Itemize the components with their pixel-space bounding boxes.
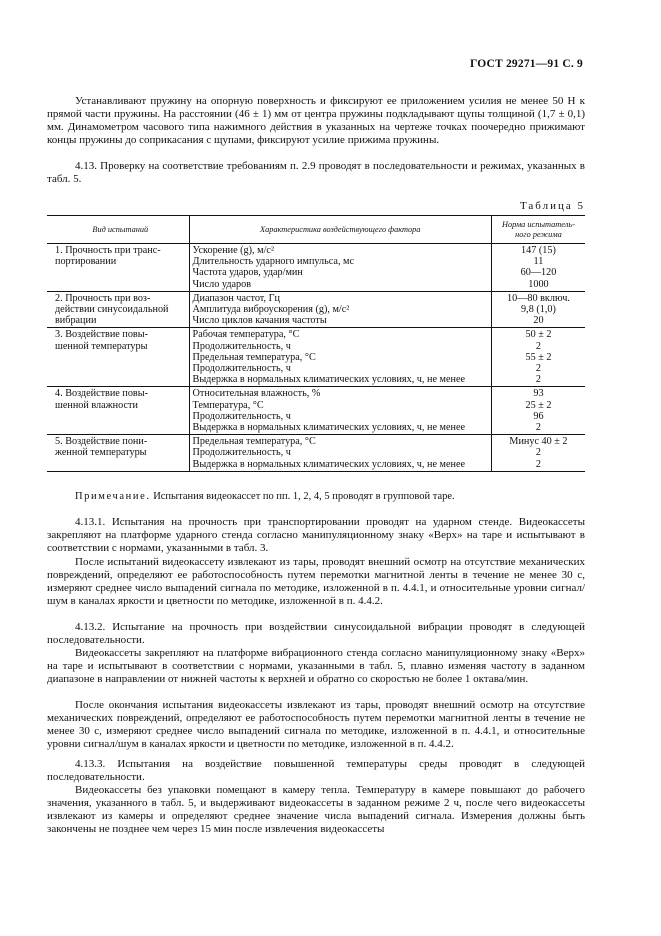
table-note [75, 491, 455, 502]
note-label: Примечание. [75, 491, 151, 502]
factor-line: Диапазон частот, Гц [192, 292, 280, 304]
factor-line: Предельная температура, °С [192, 436, 316, 448]
norm-value: 25 ± 2 [525, 399, 552, 411]
test-name-line: 4. Воздействие повы- [55, 388, 148, 400]
table-cell-factors [189, 328, 491, 387]
norm-value: 10—80 включ. [507, 292, 570, 304]
table-row [47, 244, 585, 292]
norm-value: 55 ± 2 [525, 351, 552, 363]
norm-value: 9,8 (1,0) [521, 304, 556, 316]
factor-line: Число ударов [192, 278, 252, 290]
note-text: Испытания видеокассет по пп. 1, 2, 4, 5 проводят в групповой таре. [150, 491, 455, 502]
norm-value: 50 ± 2 [525, 329, 552, 341]
norm-value: 1000 [528, 278, 549, 290]
test-name-line: шенной температуры [55, 340, 148, 352]
factor-line: Продолжительность, ч [192, 340, 291, 352]
factor-line: Продолжительность, ч [192, 447, 291, 459]
table-cell-factors [189, 387, 491, 435]
factor-line: Ускорение (g), м/с² [192, 245, 274, 256]
factor-line: Число циклов качания частоты [192, 315, 327, 327]
table-cell-name [47, 291, 189, 328]
paragraph-heat-chamber: Видеокассеты без упаковки помещают в камеру тепла. Температуру в камере повышают до рабочего значения, указанного в табл. 5, и выдерживают видеокассеты в заданном режиме 2 ч, после чего видеокассеты извлекают из камеры и определяют среднее значение числа выпадений сигнала. Измерения должны быть закончены не позднее чем через 15 мин после извлечения видеокассеты [47, 784, 585, 835]
factor-line: Длительность ударного импульса, мс [192, 256, 355, 268]
factor-line: Продолжительность, ч [192, 363, 291, 375]
table-row [47, 291, 585, 328]
factor-line: Температура, °С [192, 399, 264, 411]
norm-value: 11 [533, 256, 544, 268]
header-norm: Норма испытатель-ного режима [491, 216, 585, 244]
table-body [47, 244, 585, 472]
paragraph-inspection-1: После испытаний видеокассету извлекают из тары, проводят внешний осмотр на отсутствие механических повреждений, определяют ее работоспособность путем перемотки магнитной ленты в течение не менее 30 с, измеряют среднее число выпадений сигнала по методике, изложенной в п. 4.4.1, и относительные уровни сигнал/шум в каналах яркости и цветности по методике, изложенной в п. 4.4.2. [47, 556, 585, 607]
table-cell-name [47, 328, 189, 387]
table-cell-values [491, 387, 585, 435]
table-cell-values [491, 244, 585, 292]
test-name-line: шенной влажности [55, 399, 138, 411]
table-cell-values [491, 291, 585, 328]
norm-value: 60—120 [520, 267, 557, 279]
norm-value: 2 [535, 447, 541, 459]
factor-line: Продолжительность, ч [192, 410, 291, 422]
table-cell-factors [189, 291, 491, 328]
table-row [47, 387, 585, 435]
table-cell-factors [189, 435, 491, 472]
factor-line: Амплитуда виброускорения (g), м/с² [192, 304, 350, 316]
norm-value: 147 (15) [521, 245, 556, 256]
table-cell-name [47, 435, 189, 472]
table-row [47, 328, 585, 387]
norm-value: 2 [535, 340, 541, 352]
factor-line: Выдержка в нормальных климатических условиях, ч, не менее [192, 374, 466, 386]
norm-value: 20 [533, 315, 544, 327]
test-name-line: 5. Воздействие пони- [55, 436, 148, 448]
intro-paragraph-1: Устанавливают пружину на опорную поверхность и фиксируют ее приложением усилия не менее 50 Н к прямой части пружины. На расстоянии (46 ± 1) мм от центра пружины подкладывают щупы толщиной (1,7 ± 0,1) мм. Динамометром часового типа нажимного действия в указанных на чертеже точках поочередно прижимают концы пружины до соприкасания с щупами, фиксируют усилие прижима пружины. [47, 95, 585, 146]
factor-line: Выдержка в нормальных климатических условиях, ч, не менее [192, 422, 466, 434]
test-name-line: 3. Воздействие повы- [55, 329, 148, 341]
factor-line: Предельная температура, °С [192, 351, 316, 363]
table-caption: Таблица 5 [519, 200, 585, 212]
header-factor: Характеристика воздействующего фактора [189, 216, 491, 244]
norm-value: 2 [535, 422, 541, 434]
norm-value: 96 [533, 410, 544, 422]
norm-value: 2 [535, 374, 541, 386]
paragraph-inspection-2: После окончания испытания видеокассеты извлекают из тары, проводят внешний осмотр на отсутствие механических повреждений, определяют ее работоспособность путем перемотки магнитной ленты в течение не менее 30 с, измеряют среднее число выпадений сигнала по методике, изложенной в п. 4.4.1, и относительные уровни сигнал/шум в каналах яркости и цветности по методике, изложенной в п. 4.4.2. [47, 699, 585, 750]
norm-value: 2 [535, 363, 541, 375]
table-row [47, 435, 585, 472]
page-header: ГОСТ 29271—91 С. 9 [470, 58, 583, 70]
test-name-line: действии синусоидальной [55, 304, 169, 316]
table-cell-name [47, 244, 189, 292]
table-cell-factors [189, 244, 491, 292]
test-name-line: вибрации [55, 315, 97, 327]
table-cell-values [491, 435, 585, 472]
paragraph-4-13-1: 4.13.1. Испытания на прочность при транспортировании проводят на ударном стенде. Видеокассеты закрепляют на платформе ударного стенда согласно манипуляционному знаку «Верх» на таре и испытывают в соответствии с нормами, указанными в табл. 3. [47, 516, 585, 554]
test-name-line: женной температуры [55, 447, 147, 459]
norm-value: Минус 40 ± 2 [509, 436, 568, 448]
paragraph-4-13-2: 4.13.2. Испытание на прочность при воздействии синусоидальной вибрации проводят в следующей последовательности. [47, 621, 585, 646]
factor-line: Выдержка в нормальных климатических условиях, ч, не менее [192, 458, 466, 470]
factor-line: Относительная влажность, % [192, 388, 321, 400]
test-name-line: 2. Прочность при воз- [55, 292, 151, 304]
table-cell-name [47, 387, 189, 435]
paragraph-vibration: Видеокассеты закрепляют на платформе вибрационного стенда согласно манипуляционному знаку «Верх» на таре и испытывают в соответствии с нормами, указанными в табл. 5, плавно изменяя частоту в заданном диапазоне в направлении от нижней частоты к верхней и обратно со скоростью не более 1 октава/мин. [47, 647, 585, 685]
norm-value: 93 [533, 388, 544, 400]
test-modes-table [47, 215, 585, 472]
test-name-line: портировании [55, 256, 117, 268]
intro-paragraph-2: 4.13. Проверку на соответствие требованиям п. 2.9 проводят в последовательности и режимах, указанных в табл. 5. [47, 160, 585, 185]
paragraph-4-13-3: 4.13.3. Испытания на воздействие повышенной температуры среды проводят в следующей последовательности. [47, 758, 585, 783]
norm-value: 2 [535, 458, 541, 470]
factor-line: Рабочая температура, °С [192, 329, 300, 341]
factor-line: Частота ударов, удар/мин [192, 267, 303, 279]
table-header-row [47, 216, 585, 244]
header-test-type: Вид испытаний [47, 216, 189, 244]
test-name-line: 1. Прочность при транс- [55, 245, 161, 256]
table-cell-values [491, 328, 585, 387]
